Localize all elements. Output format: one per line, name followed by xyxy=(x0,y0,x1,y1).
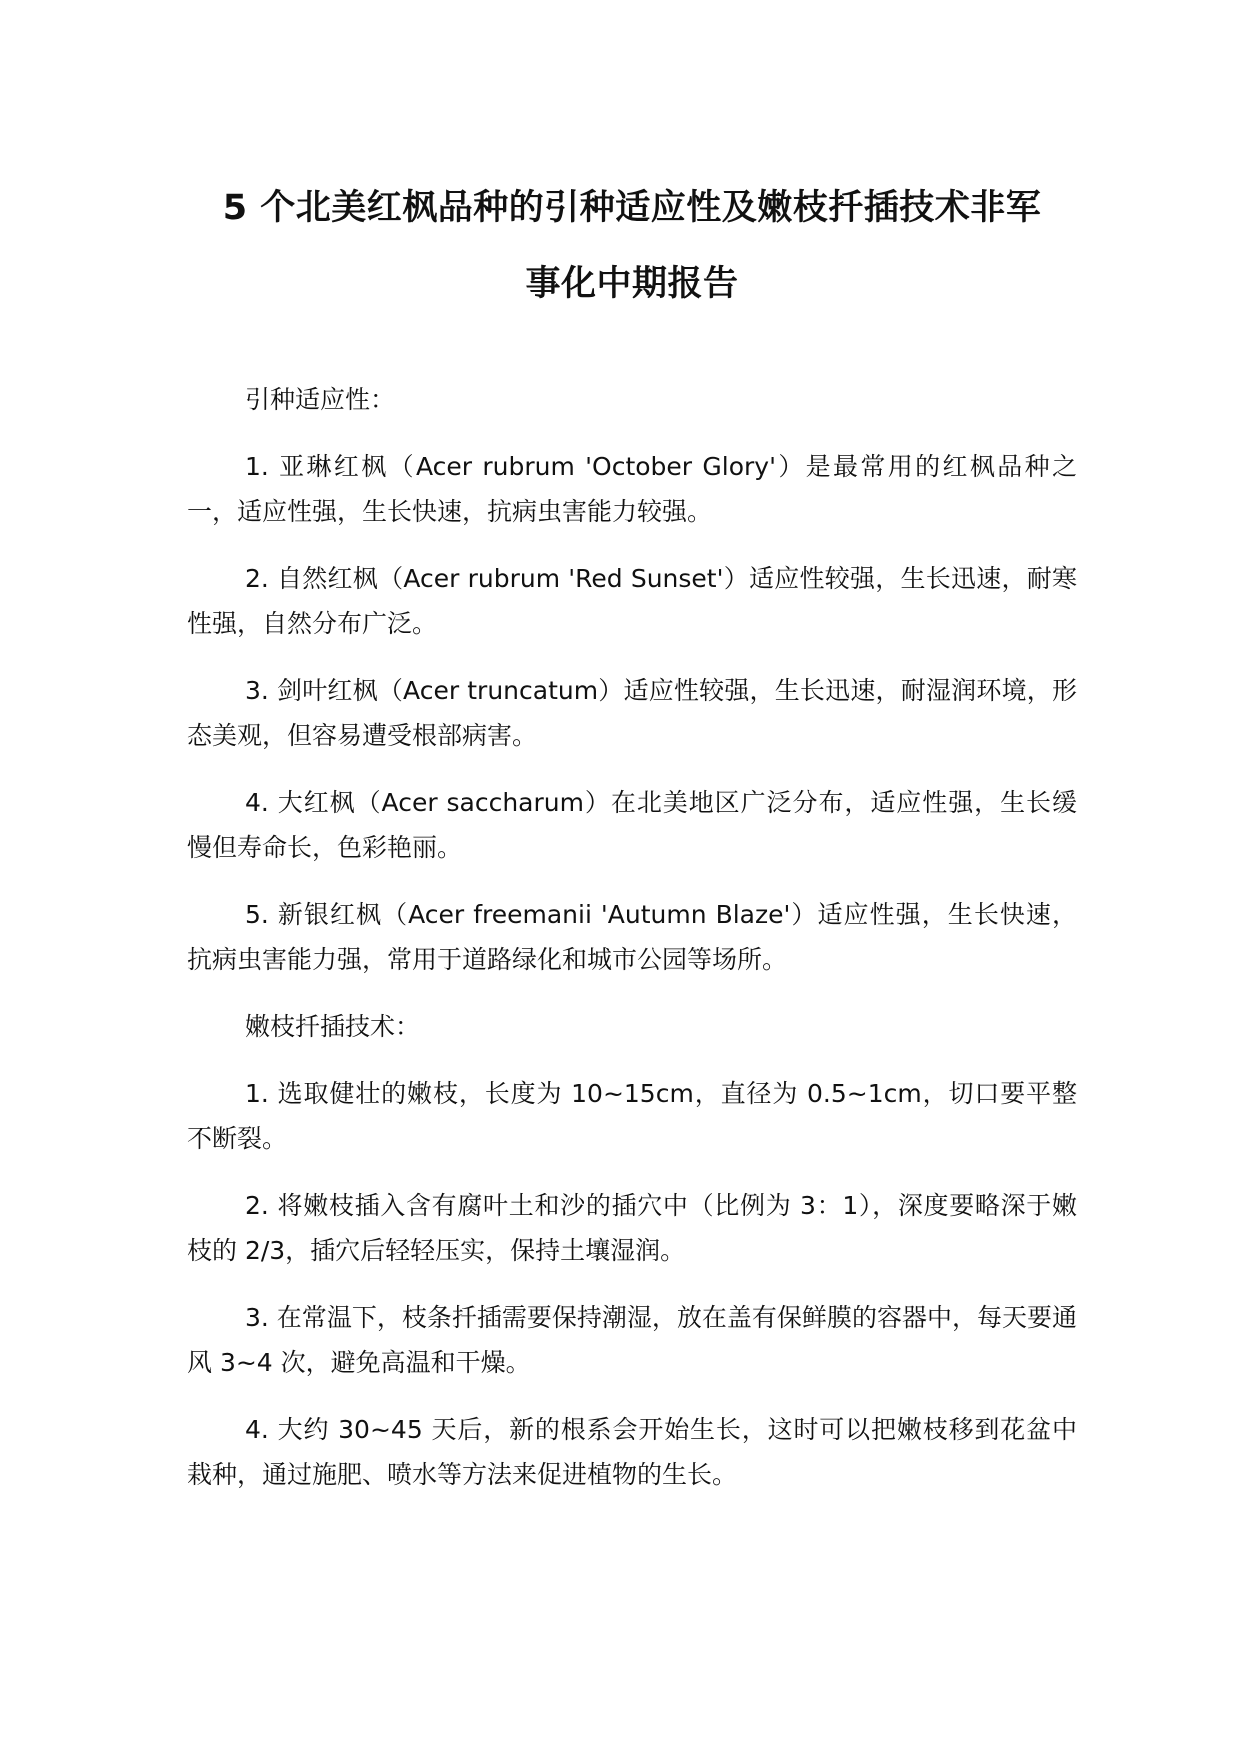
adaptability-item-2: 2. 自然红枫（Acer rubrum 'Red Sunset'）适应性较强，生长迅速，耐寒性强，自然分布广泛。 xyxy=(187,564,1077,638)
section-heading-cutting: 嫩枝扦插技术： xyxy=(245,1012,421,1041)
adaptability-item-5: 5. 新银红枫（Acer freemanii 'Autumn Blaze'）适应性强，生长快速，抗病虫害能力强，常用于道路绿化和城市公园等场所。 xyxy=(187,900,1077,974)
cutting-step-2: 2. 将嫩枝插入含有腐叶土和沙的插穴中（比例为 3：1），深度要略深于嫩枝的 2/3，插穴后轻轻压实，保持土壤湿润。 xyxy=(187,1191,1077,1265)
title-line-1: 5 个北美红枫品种的引种适应性及嫩枝扦插技术非军 xyxy=(222,188,1042,228)
adaptability-item-4: 4. 大红枫（Acer saccharum）在北美地区广泛分布，适应性强，生长缓慢但寿命长，色彩艳丽。 xyxy=(187,788,1077,862)
cutting-step-4: 4. 大约 30~45 天后，新的根系会开始生长，这时可以把嫩枝移到花盆中栽种，通过施肥、喷水等方法来促进植物的生长。 xyxy=(187,1415,1077,1489)
adaptability-item-3: 3. 剑叶红枫（Acer truncatum）适应性较强，生长迅速，耐湿润环境，形态美观，但容易遭受根部病害。 xyxy=(187,676,1077,750)
adaptability-item-1: 1. 亚琳红枫（Acer rubrum 'October Glory'）是最常用的红枫品种之一，适应性强，生长快速，抗病虫害能力较强。 xyxy=(187,452,1077,526)
cutting-step-1: 1. 选取健壮的嫩枝，长度为 10~15cm，直径为 0.5~1cm，切口要平整不断裂。 xyxy=(187,1079,1077,1153)
document-title xyxy=(187,170,1077,322)
title-line-2: 事化中期报告 xyxy=(525,264,739,304)
document-body xyxy=(187,377,1077,1519)
cutting-step-3: 3. 在常温下，枝条扦插需要保持潮湿，放在盖有保鲜膜的容器中，每天要通风 3~4 次，避免高温和干燥。 xyxy=(187,1303,1077,1377)
section-heading-adaptability: 引种适应性： xyxy=(245,385,396,414)
